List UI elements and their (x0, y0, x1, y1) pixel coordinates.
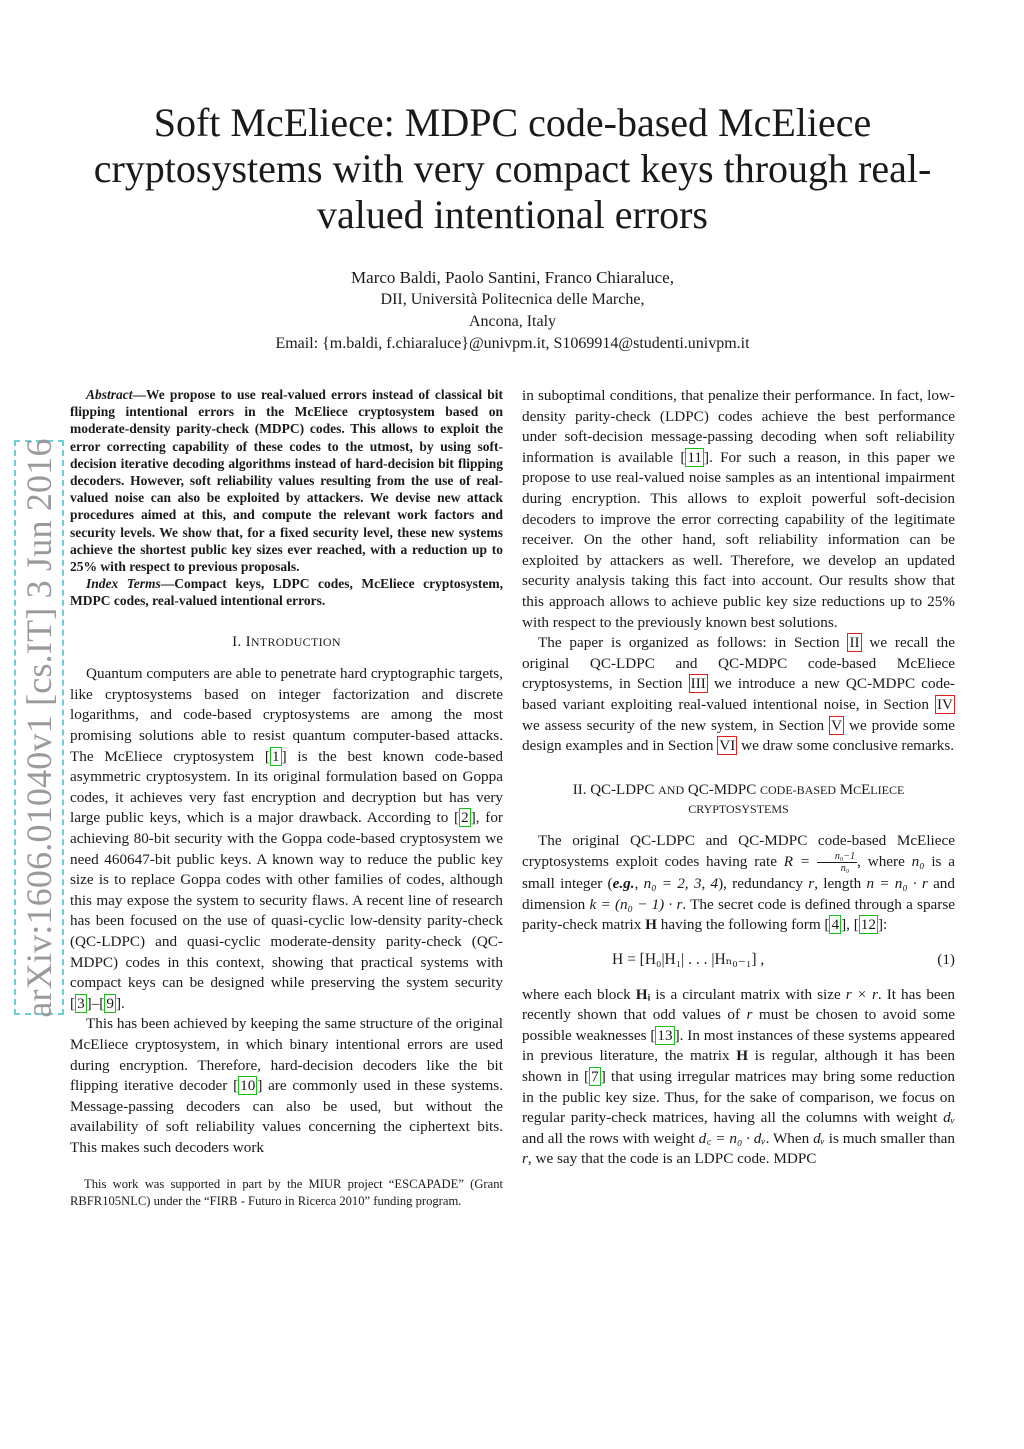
equation-1 (522, 950, 955, 971)
author-names: Marco Baldi, Paolo Santini, Franco Chiaraluce, (351, 268, 674, 287)
abstract (70, 386, 503, 610)
section-1-heading: I. INTRODUCTION (232, 633, 341, 650)
rate-fraction: $\frac{\text{n₀−1}}{\text{n₀}}$ (817, 851, 857, 874)
paper-title: Soft McEliece: MDPC code-based McEliece cryptosystems with very compact keys through real-valued intentional errors (93, 100, 932, 237)
citation-link[interactable]: 3 (77, 994, 85, 1012)
index-terms: Index Terms—Compact keys, LDPC codes, McEliece cryptosystem, MDPC codes, real-valued intentional errors. (70, 576, 503, 609)
citation-link[interactable]: 4 (831, 916, 840, 934)
abstract-text: Abstract—We propose to use real-valued errors instead of classical bit flipping intentional errors in the McEliece cryptosystem based on moderate-density parity-check (MDPC) codes. This allows to exploit the error correcting capability of these codes to the utmost, by using soft-decision iterative decoding algorithms instead of hard-decision bit flipping decoders. However, soft reliability values resulting from the use of real-valued noise can also be exploited by attackers. We devise new attack procedures aimed at this, and compute the relevant work factors and security levels. We show that, for a fixed security level, these new systems achieve the shortest public key sizes ever reached, with a reduction up to 25% with respect to previous proposals. (70, 387, 503, 575)
citation-link[interactable]: 1 (271, 747, 280, 765)
intro-paragraph-2: This has been achieved by keeping the same structure of the original McEliece cryptosystem, in which binary intentional errors are used during encryption. Therefore, hard-decision decoders like the bit flipping iterative decoder [ 10 ] are commonly used in these systems. Message-passing decoders can also be used, but without the availability of soft reliability values concerning the ciphertext bits. This makes such decoders work (70, 1015, 503, 1156)
citation-link[interactable]: 9 (106, 994, 114, 1012)
intro-paragraph-1: Quantum computers are able to penetrate hard cryptographic targets, like cryptosystems based on integer factorization and discrete logarithms, and code-based cryptosystems are among the most promising solutions able to resist quantum computer-based attacks. The McEliece cryptosystem [ 1 ] is the best known code-based asymmetric cryptosystem. In its original formulation based on Goppa codes, it achieves very fast encryption and decryption but has very large public keys, which is a major drawback. According to [ 2 ], for achieving 80-bit security with the Goppa code-based cryptosystem we need 460647-bit public keys. A known way to reduce the public key size is to replace Goppa codes with other families of codes, although this may expose the system to security flaws. A recent line of research has been focused on the use of quasi-cyclic low-density parity-check (QC-LDPC) and quasi-cyclic moderate-density parity-check (QC-MDPC) codes in this context, showing that practical systems with compact keys can be designed while preserving the system security [ 3 ]–[ 9 ]. (70, 665, 503, 1012)
section-2-paragraph-2: where each block Hᵢ is a circulant matrix with size r × r. It has been recently shown that odd values of r must be chosen to avoid some possible weaknesses [ 13 ]. In most instances of these systems appeared in previous literature, the matrix H is regular, although it has been shown in [ 7 ] that using irregular matrices may bring some reduction in the public key size. Thus, for the sake of comparison, we focus on regular parity-check matrices, having all the columns with weight dᵥ and all the rows with weight d꜀ = n₀ · dᵥ. When dᵥ is much smaller than r, we say that the code is an LDPC code. MDPC (522, 985, 955, 1168)
left-column (70, 386, 503, 1209)
section-link[interactable]: V (831, 716, 843, 734)
section-2-paragraph-1: The original QC-LDPC and QC-MDPC code-based McEliece cryptosystems exploit codes having rate R = $\frac{\text{n₀−1}}{\text{n₀}}$ , where n₀ is a small integer (e.g., n₀ = 2, 3, 4), redundancy r, length n = n₀ · r and dimension k = (n₀ − 1) · r. The secret code is defined through a sparse parity-check matrix H having the following form [ 4 ], [ 12 ]: (522, 831, 956, 934)
citation-link[interactable]: 11 (687, 448, 703, 466)
section-link[interactable]: IV (936, 695, 953, 713)
citation-link[interactable]: 12 (860, 916, 876, 934)
abstract-label: Abstract (86, 387, 133, 402)
citation-link[interactable]: 2 (461, 809, 469, 827)
footnote-text: This work was supported in part by the MIUR project “ESCAPADE” (Grant RBFR105NLC) under the “FIRB - Futuro in Ricerca 2010” funding program. (70, 1177, 503, 1208)
equation-number: (1) (937, 951, 955, 969)
citation-link[interactable]: 13 (657, 1026, 673, 1044)
section-link[interactable]: III (690, 675, 706, 693)
equation-formula: H = [H₀|H₁| . . . |Hₙ₀₋₁] , (612, 951, 765, 969)
citation-link[interactable]: 7 (591, 1068, 599, 1086)
author-block (90, 267, 935, 355)
section-link[interactable]: VI (719, 737, 736, 755)
author-email: Email: {m.baldi, f.chiaraluce}@univpm.it, S1069914@studenti.univpm.it (275, 335, 750, 352)
arxiv-stamp (14, 437, 64, 1018)
citation-link[interactable]: 10 (240, 1077, 256, 1095)
right-column (522, 386, 955, 1170)
section-2-heading: II. QC-LDPC AND QC-MDPC CODE-BASED MCELIECE CRYPTOSYSTEMS (572, 781, 905, 816)
section-link[interactable]: II (849, 634, 860, 652)
index-terms-label: Index Terms (86, 576, 161, 592)
footnote (70, 1176, 503, 1209)
author-affiliation: DII, Università Politecnica delle Marche, (380, 291, 645, 308)
arxiv-id: arXiv:1606.01040v1 [cs.IT] 3 Jun 2016 (19, 437, 59, 1018)
intro-paragraph-4: The paper is organized as follows: in Section II we recall the original QC-LDPC and QC-MDPC code-based McEliece cryptosystems, in Section III we introduce a new QC-MDPC code-based variant exploiting real-valued intentional noise, in Section IV we assess security of the new system, in Section V we provide some design examples and in Section VI we draw some conclusive remarks. (522, 634, 956, 755)
author-location: Ancona, Italy (468, 313, 557, 330)
intro-paragraph-3: in suboptimal conditions, that penalize their performance. In fact, low-density parity-check (LDPC) codes achieve the best performance under soft-decision message-passing decoding when soft reliability information is available [ 11 ]. For such a reason, in this paper we propose to use real-valued noise samples as an intentional impairment during encryption. This allows to exploit powerful soft-decision decoders to improve the error correcting capability of the legitimate receiver. On the other hand, soft reliability information can be exploited by attackers as well. Therefore, we develop an updated security analysis taking this fact into account. Our results show that this approach allows to achieve public key size reductions up to 25% with respect to the previously known best solutions. (522, 387, 955, 631)
